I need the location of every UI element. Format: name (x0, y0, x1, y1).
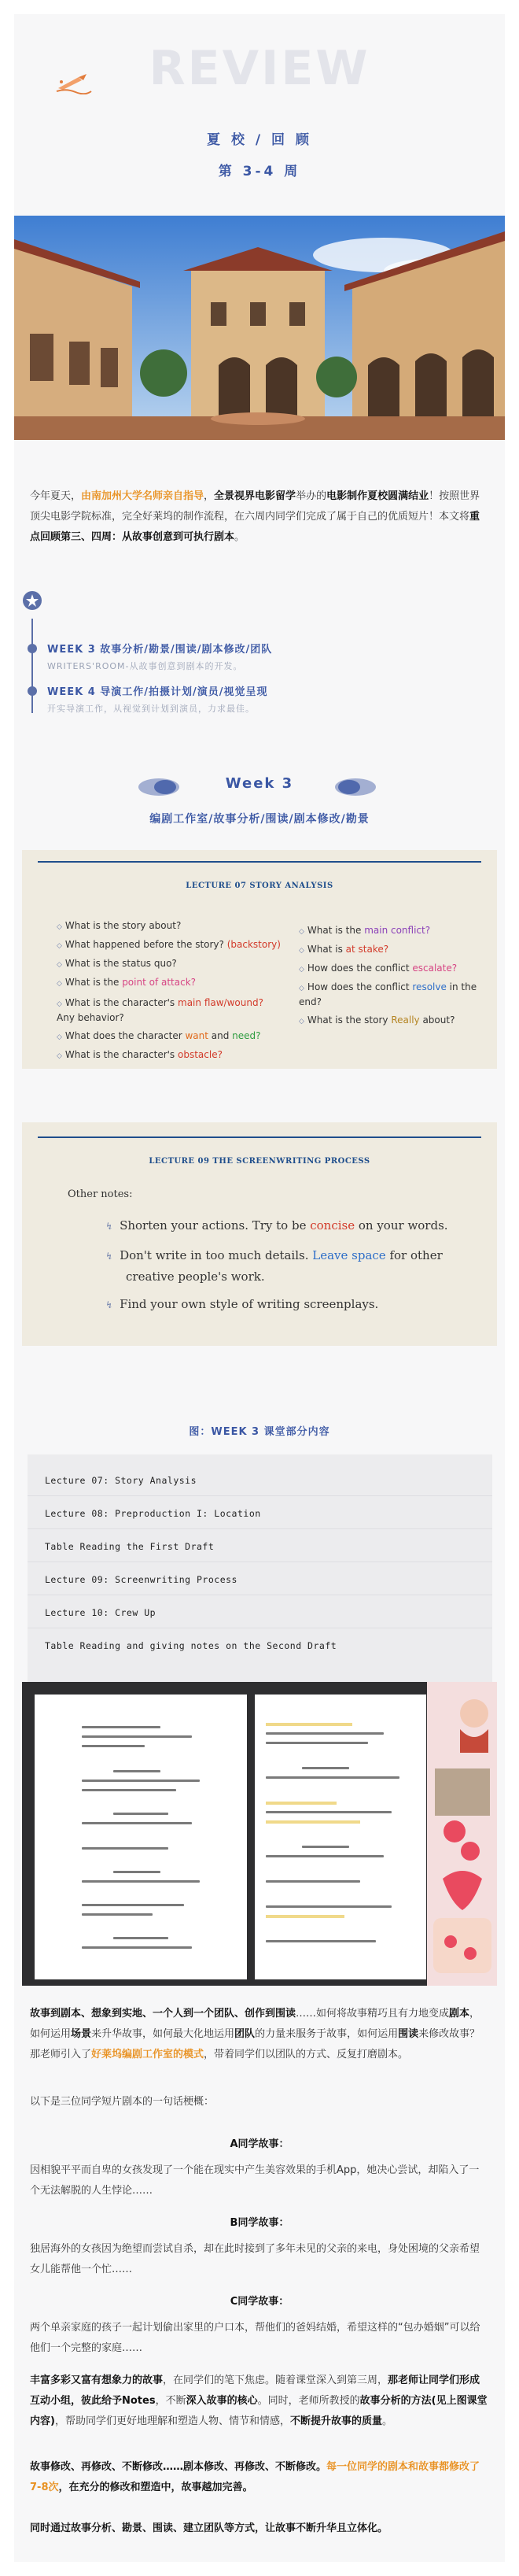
other-notes-label: Other notes: (68, 1188, 133, 1200)
body-paragraph-2: 以下是三位同学短片剧本的一句话梗概： (30, 2096, 215, 2108)
timeline-week4-desc: 开实导演工作，从视觉到计划到演员，力求最佳。 (47, 704, 255, 714)
timeline-dot (28, 686, 37, 696)
star-badge-icon (22, 590, 42, 611)
divider (28, 1495, 492, 1496)
script-page-right (255, 1695, 426, 1979)
lecture-item: Lecture 09: Screenwriting Process (45, 1574, 237, 1585)
script-page-left (35, 1695, 247, 1979)
story-c-text: 两个单亲家庭的孩子一起计划偷出家里的户口本，帮他们的爸妈结婚，希望这样的“包办婚姻”可以给他们一个完整的家庭…… (30, 2322, 480, 2354)
question-item: ◇ What does the character want and need? (57, 1029, 261, 1044)
story-analysis-slide (22, 850, 497, 1069)
question-item: ◇ What is the story Really about? (299, 1014, 455, 1029)
heart-hands-icon (427, 1682, 497, 1986)
slide-title: LECTURE 09 THE SCREENWRITING PROCESS (149, 1157, 370, 1166)
script-screenshot (22, 1682, 497, 1986)
ink-brush-icon (330, 775, 381, 799)
question-item: ◇ What is the status quo? (57, 957, 177, 972)
divider (28, 1528, 492, 1529)
body-paragraph-1: 故事到剧本、想象到实地、一个人到一个团队、创作到围读……如何将故事精巧且有力地变成剧本，如何运用场景来升华故事，如何最大化地运用团队的力量来服务于故事，如何运用围读来修改故事？那老师引入了好莱坞编剧工作室的模式，带着同学们以团队的方式、反复打磨剧本。 (30, 2008, 480, 2060)
note-item: ↯ Find your own style of writing screenplays. (105, 1297, 379, 1311)
campus-photo (14, 216, 505, 440)
lecture-item: Table Reading the First Draft (45, 1541, 215, 1552)
question-item: ◇ What is the character's obstacle? (57, 1048, 223, 1063)
question-item: ◇ What is the character's main flaw/wound? Any behavior? (57, 996, 277, 1025)
story-b-text: 独居海外的女孩因为绝望而尝试自杀，却在此时接到了多年未见的父亲的来电，身处困境的父亲希望女儿能帮他一个忙…… (30, 2243, 480, 2275)
timeline-dot (28, 644, 37, 653)
body-paragraph-5: 同时通过故事分析、勘景、围读、建立团队等方式，让故事不断升华且立体化。 (30, 2522, 388, 2534)
lecture-item: Lecture 07: Story Analysis (45, 1475, 197, 1486)
week-label: 第 3-4 周 (218, 164, 301, 179)
figure-caption: 图：WEEK 3 课堂部分内容 (189, 1426, 330, 1438)
timeline-week4-heading: WEEK 4 导演工作/拍摄计划/演员/视觉呈现 (47, 686, 268, 698)
body-paragraph-4: 故事修改、再修改、不断修改……剧本修改、再修改、不断修改。每一位同学的剧本和故事都修改了7-8次，在充分的修改和塑造中，故事越加完善。 (30, 2461, 480, 2493)
screenwriting-slide (22, 1122, 497, 1346)
question-item: ◇ What happened before the story? (backstory) (57, 938, 281, 953)
note-item: ↯ Shorten your actions. Try to be concise on your words. (105, 1218, 448, 1233)
story-a-title: A同学故事： (230, 2138, 289, 2150)
question-item: ◇ What is the point of attack? (57, 976, 196, 991)
body-paragraph-3: 丰富多彩又富有想象力的故事，在同学们的笔下焦虑。随着课堂深入到第三周，那老师让同学们形成互动小组，彼此给予Notes，不断深入故事的核心。同时，老师所教授的故事分析的方法(见上图课堂内容)，帮助同学们更好地理解和塑造人物、情节和情感，不断提升故事的质量。 (30, 2375, 488, 2427)
review-heading: REVIEW (149, 41, 370, 96)
question-item: ◇ How does the conflict escalate? (299, 962, 457, 977)
question-item: ◇ What is the story about? (57, 919, 181, 934)
story-c-title: C同学故事： (230, 2296, 289, 2308)
timeline-week3-desc: WRITERS'ROOM-从故事创意到剧本的开发。 (47, 661, 243, 671)
video-call-pane (427, 1682, 497, 1986)
divider (28, 1561, 492, 1562)
slide-title: LECTURE 07 STORY ANALYSIS (186, 881, 333, 890)
question-item: ◇ What is at stake? (299, 943, 388, 958)
lecture-item: Lecture 08: Preproduction I: Location (45, 1508, 261, 1519)
lecture-item: Lecture 10: Crew Up (45, 1607, 156, 1618)
intro-paragraph: 今年夏天，由南加州大学名师亲自指导，全景视界电影留学举办的电影制作夏校圆满结业！按照世界顶尖电影学院标准，完全好莱坞的制作流程，在六周内同学们完成了属于自己的优质短片！本文将重点回顾第三、四周：从故事创意到可执行剧本。 (30, 490, 480, 543)
story-b-title: B同学故事： (230, 2217, 289, 2229)
story-a-text: 因相貌平平而自卑的女孩发现了一个能在现实中产生美容效果的手机App，她决心尝试，却陷入了一个无法解脱的人生悖论…… (30, 2164, 480, 2197)
question-item: ◇ What is the main conflict? (299, 924, 430, 939)
question-item: ◇ How does the conflict resolve in the end? (299, 981, 497, 1009)
week3-subtitle: 编剧工作室/故事分析/围读/剧本修改/勘景 (149, 813, 370, 826)
subtitle: 夏 校 / 回 顾 (207, 132, 312, 148)
lecture-item: Table Reading and giving notes on the Second Draft (45, 1640, 337, 1651)
week3-title: Week 3 (225, 775, 294, 792)
note-item: ↯ Don't write in too much details. Leave space for other creative people's work. (105, 1248, 443, 1284)
timeline-week3-heading: WEEK 3 故事分析/勘景/围读/剧本修改/团队 (47, 644, 273, 656)
timeline-line (31, 619, 33, 713)
